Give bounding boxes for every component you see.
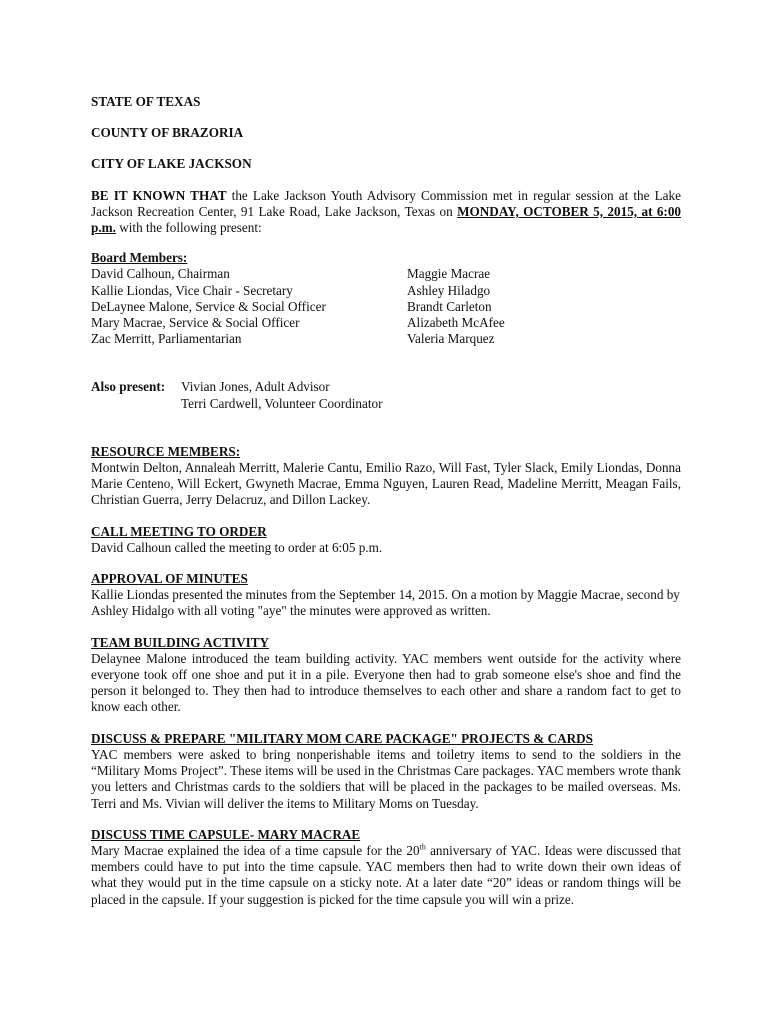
board-member: Kallie Liondas, Vice Chair - Secretary [91, 282, 293, 298]
board-member: David Calhoun, Chairman [91, 266, 230, 282]
resource-members-title: RESOURCE MEMBERS: [91, 443, 241, 459]
state-heading: STATE OF TEXAS [91, 94, 201, 109]
board-member: DeLaynee Malone, Service & Social Officer [91, 298, 326, 314]
board-member: Ashley Hiladgo [407, 282, 491, 298]
time-capsule-title: DISCUSS TIME CAPSULE- MARY MACRAE [91, 826, 361, 842]
city-heading: CITY OF LAKE JACKSON [91, 156, 252, 172]
board-member: Brandt Carleton [407, 298, 492, 314]
intro-lead: BE IT KNOWN THAT [91, 187, 227, 203]
board-member: Mary Macrae, Service & Social Officer [91, 315, 300, 331]
also-present [91, 379, 681, 411]
also-present-label: Also present: [91, 379, 166, 395]
intro-tail: with the following present: [115, 220, 262, 236]
also-present-names [181, 379, 382, 411]
meeting-date: MONDAY, OCTOBER 5, 2015, at 6:00 p.m. [91, 203, 682, 236]
ordinal-suffix: th [419, 842, 426, 852]
team-building-title: TEAM BUILDING ACTIVITY [91, 634, 270, 650]
board-member: Valeria Marquez [407, 331, 495, 347]
board-officers-column [91, 266, 407, 347]
time-capsule-text-rest: anniversary of YAC. Ideas were discussed that members could have to put into the time capsule. YAC members then had to write down their own ideas of what they would put in the time capsule on a sticky note. At a later date “20” ideas or random things will be placed in the capsule. If your suggestion is picked for the time capsule you will win a prize. [91, 842, 681, 907]
board-members-column [407, 266, 681, 347]
resource-members-text: Montwin Delton, Annaleah Merritt, Malerie Cantu, Emilio Razo, Will Fast, Tyler Slack, Emily Liondas, Donna Marie Centeno, Will Eckert, Gwyneth Macrae, Emma Nguyen, Lauren Read, Madeline Merritt, Meagan Fails, Christian Guerra, Jerry Delacruz, and Dillon Lackey. [91, 460, 681, 508]
military-mom-text: YAC members were asked to bring nonperishable items and toiletry items to send to the soldiers in the “Military Moms Project”. These items will be used in the Christmas Care packages. YAC members wrote thank you letters and Christmas cards to the soldiers that will be placed in the packages to be mailed overseas. Ms. Terri and Ms. Vivian will deliver the items to Military Moms on Tuesday. [91, 746, 681, 811]
call-to-order-title: CALL MEETING TO ORDER [91, 523, 267, 539]
intro-paragraph [91, 188, 681, 237]
also-present-name: Terri Cardwell, Volunteer Coordinator [181, 395, 383, 411]
approval-title: APPROVAL OF MINUTES [91, 571, 248, 587]
intro-text: the Lake Jackson Youth Advisory Commission met in regular session at the Lake Jackson Recreation Center, 91 Lake Road, Lake Jackson, Texas on [91, 187, 681, 219]
team-building-text: Delaynee Malone introduced the team building activity. YAC members went outside for the activity where everyone took off one shoe and put it in a pile. Everyone then had to grab someone else's shoe and find the person it belonged to. They then had to introduce themselves to each other and share a random fact to get to know each other. [91, 650, 681, 715]
time-capsule-text-start: Mary Macrae explained the idea of a time capsule for the 20 [91, 842, 420, 858]
county-heading: COUNTY OF BRAZORIA [91, 125, 244, 141]
minutes-document [91, 94, 681, 908]
call-to-order-text: David Calhoun called the meeting to order at 6:05 p.m. [91, 539, 383, 555]
also-present-name: Vivian Jones, Adult Advisor [181, 379, 330, 395]
board-member: Maggie Macrae [407, 266, 491, 282]
board-members-list [91, 266, 681, 347]
board-member: Alizabeth McAfee [407, 315, 505, 331]
time-capsule-text [91, 843, 681, 908]
approval-text: Kallie Liondas presented the minutes from the September 14, 2015. On a motion by Maggie Macrae, second by Ashley Hidalgo with all voting "aye" the minutes were approved as written. [91, 587, 680, 619]
board-members-title: Board Members: [91, 250, 188, 266]
board-member: Zac Merritt, Parliamentarian [91, 331, 242, 347]
military-mom-title: DISCUSS & PREPARE "MILITARY MOM CARE PACKAGE" PROJECTS & CARDS [91, 730, 594, 746]
